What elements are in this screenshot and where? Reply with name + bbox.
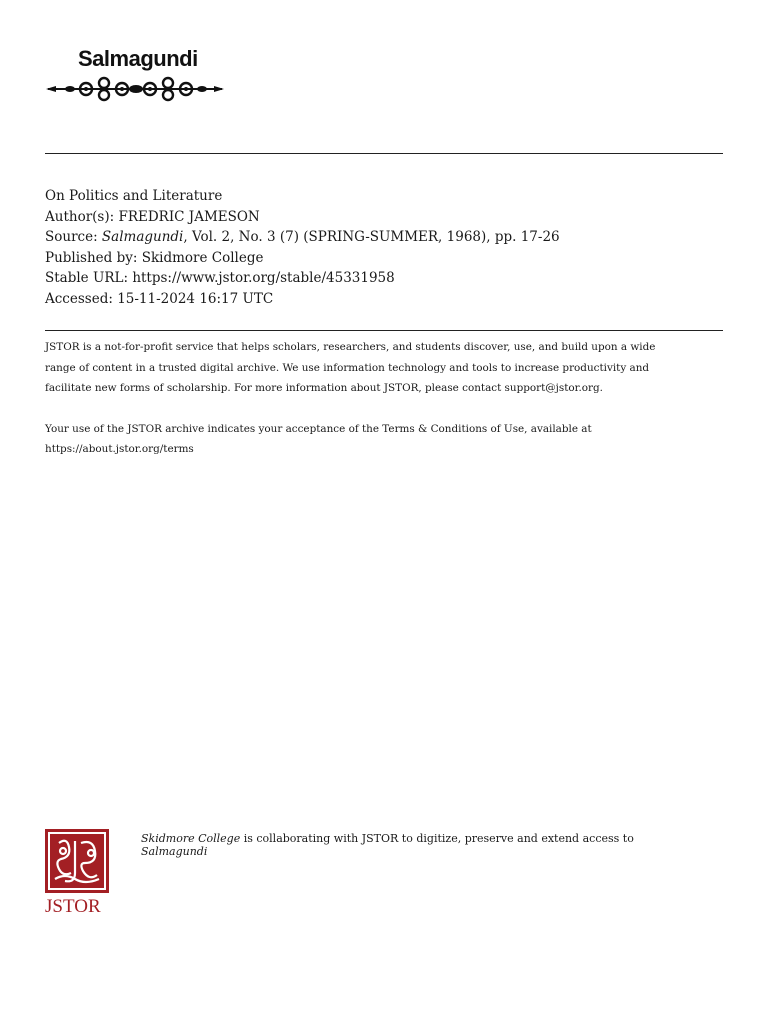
- jstor-logo-icon: [45, 829, 109, 893]
- accessed-label: Accessed:: [45, 290, 118, 307]
- divider-top: [45, 153, 723, 154]
- article-title: On Politics and Literature: [45, 188, 223, 204]
- publisher-line: [45, 248, 560, 269]
- accessed-line: [45, 289, 560, 310]
- notice-line-3: facilitate new forms of scholarship. For more information about JSTOR, please contact support@jstor.org.: [45, 382, 603, 394]
- publisher-name: Skidmore College: [141, 249, 264, 266]
- accessed-date: 15-11-2024 16:17 UTC: [117, 290, 274, 307]
- jstor-logo-text: JSTOR: [45, 896, 101, 917]
- article-metadata: [45, 186, 560, 309]
- author-label: Author(s):: [45, 208, 119, 225]
- jstor-logo: [45, 829, 109, 918]
- source-journal: Salmagundi: [101, 229, 184, 245]
- author-line: [45, 207, 560, 228]
- source-details: , Vol. 2, No. 3 (7) (SPRING-SUMMER, 1968), pp. 17-26: [183, 229, 560, 245]
- collab-organization: Skidmore College: [141, 832, 241, 845]
- journal-masthead-title: Salmagundi: [78, 46, 198, 71]
- publisher-label: Published by:: [45, 249, 142, 266]
- collab-line-1: [141, 832, 634, 845]
- collaboration-statement: [141, 832, 634, 858]
- source-line: [45, 227, 560, 248]
- ornament-icon: [46, 74, 226, 104]
- collab-line-2: [141, 845, 634, 858]
- divider-middle: [45, 330, 723, 331]
- stable-url-label: Stable URL:: [45, 270, 133, 286]
- source-label: Source:: [45, 229, 102, 245]
- jstor-notice: [45, 337, 725, 460]
- notice-line-2: range of content in a trusted digital archive. We use information technology and tools to increase productivity and: [45, 361, 650, 374]
- terms-line-1: Your use of the JSTOR archive indicates your acceptance of the Terms & Conditions of Use, available at: [45, 422, 592, 435]
- terms-link[interactable]: https://about.jstor.org/terms: [45, 443, 194, 455]
- author-name: FREDRIC JAMESON: [118, 208, 260, 225]
- stable-url-link[interactable]: https://www.jstor.org/stable/45331958: [132, 270, 395, 286]
- masthead: [46, 46, 226, 104]
- collab-text: is collaborating with JSTOR to digitize, preserve and extend access to: [240, 832, 634, 845]
- collab-journal: Salmagundi: [141, 845, 208, 858]
- stable-url-line: [45, 268, 560, 289]
- notice-line-1: JSTOR is a not-for-profit service that helps scholars, researchers, and students discover, use, and build upon a wide: [45, 341, 656, 353]
